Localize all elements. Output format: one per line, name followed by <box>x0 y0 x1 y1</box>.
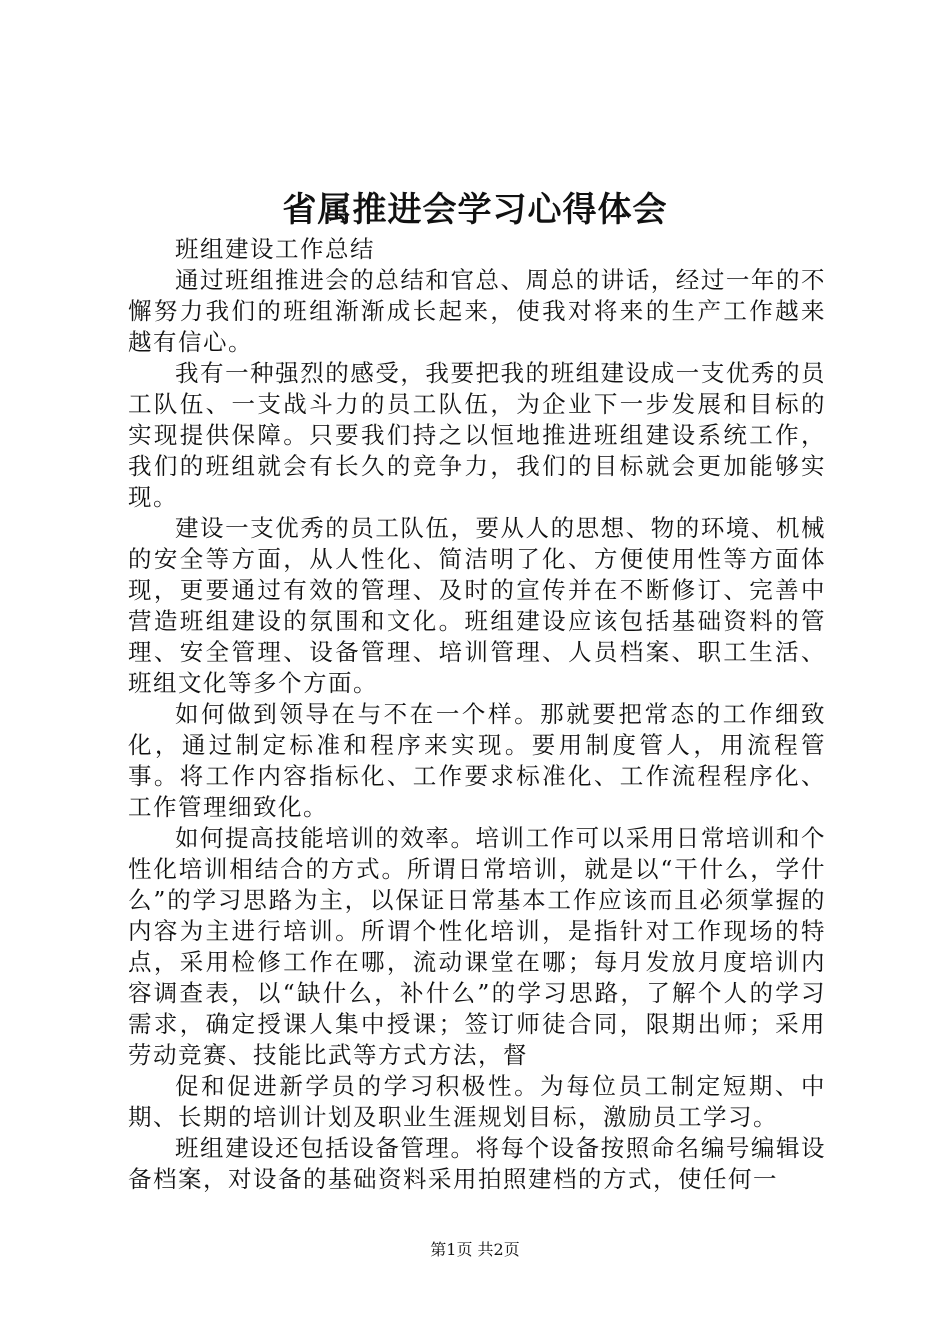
document-title: 省属推进会学习心得体会 <box>282 190 668 230</box>
document-body <box>128 234 826 1195</box>
paragraph: 通过班组推进会的总结和官总、周总的讲话，经过一年的不懈努力我们的班组渐渐成长起来，使我对将来的生产工作越来越有信心。 <box>128 266 826 356</box>
paragraph: 建设一支优秀的员工队伍，要从人的思想、物的环境、机械的安全等方面，从人性化、简洁明了化、方便使用性等方面体现，更要通过有效的管理、及时的宣传并在不断修订、完善中营造班组建设的氛围和文化。班组建设应该包括基础资料的管理、安全管理、设备管理、培训管理、人员档案、职工生活、班组文化等多个方面。 <box>128 514 826 697</box>
paragraph: 如何提高技能培训的效率。培训工作可以采用日常培训和个性化培训相结合的方式。所谓日常培训，就是以“干什么，学什么”的学习思路为主，以保证日常基本工作应该而且必须掌握的内容为主进行培训。所谓个性化培训，是指针对工作现场的特点，采用检修工作在哪，流动课堂在哪；每月发放月度培训内容调查表，以“缺什么，补什么”的学习思路，了解个人的学习需求，确定授课人集中授课；签订师徒合同，限期出师；采用劳动竞赛、技能比武等方式方法，督 <box>128 824 826 1069</box>
paragraph: 促和促进新学员的学习积极性。为每位员工制定短期、中期、长期的培训计划及职业生涯规划目标，激励员工学习。 <box>128 1072 826 1131</box>
paragraph: 班组建设还包括设备管理。将每个设备按照命名编号编辑设备档案，对设备的基础资料采用拍照建档的方式，使任何一 <box>128 1134 826 1193</box>
paragraph: 如何做到领导在与不在一个样。那就要把常态的工作细致化，通过制定标准和程序来实现。要用制度管人，用流程管事。将工作内容指标化、工作要求标准化、工作流程程序化、工作管理细致化。 <box>128 700 826 821</box>
paragraph-subtitle: 班组建设工作总结 <box>175 235 375 263</box>
paragraph: 我有一种强烈的感受，我要把我的班组建设成一支优秀的员工队伍、一支战斗力的员工队伍，为企业下一步发展和目标的实现提供保障。只要我们持之以恒地推进班组建设系统工作，我们的班组就会有长久的竞争力，我们的目标就会更加能够实现。 <box>128 359 826 511</box>
page-number-footer: 第1页 共2页 <box>430 1240 520 1259</box>
